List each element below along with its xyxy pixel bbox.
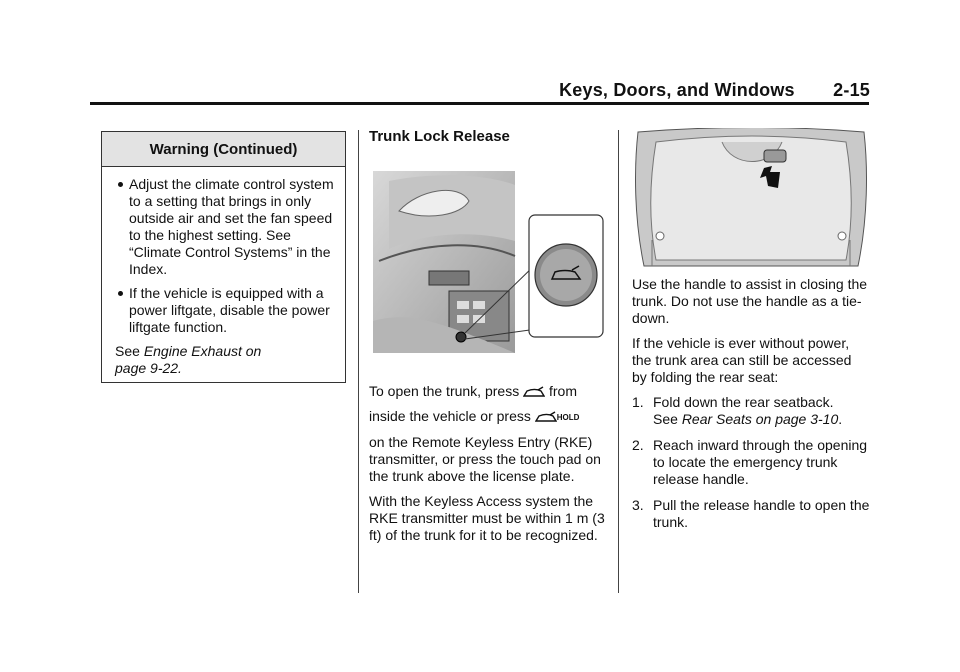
cross-reference-link[interactable]: Engine Exhaust on	[143, 343, 262, 359]
right-column	[632, 128, 870, 540]
trunk-release-hold-icon	[535, 411, 557, 423]
trunk-button-location	[456, 332, 466, 342]
warning-body	[102, 167, 345, 377]
step-number: 3.	[632, 497, 644, 513]
see-prefix: See	[115, 343, 144, 359]
bullet-dot-icon	[118, 291, 123, 296]
page-header	[559, 80, 870, 101]
step-text: Reach inward through the opening to locate the emergency trunk release handle.	[653, 437, 868, 487]
section-title: Trunk Lock Release	[369, 128, 510, 145]
column-divider-left	[358, 130, 359, 593]
step-period: .	[838, 411, 843, 427]
step-number: 2.	[632, 437, 644, 453]
trunk-lid-illustration	[632, 128, 870, 268]
list-item	[632, 437, 870, 488]
step-see-prefix: See	[653, 411, 682, 427]
middle-column	[369, 128, 609, 552]
hold-label: HOLD	[556, 412, 580, 422]
trunk-para-part2: from	[548, 383, 577, 399]
header-rule	[90, 102, 869, 105]
trunk-release-icon	[523, 386, 545, 398]
step-text: Pull the release handle to open the trunk.	[653, 497, 870, 530]
no-power-paragraph: If the vehicle is ever without power, the trunk area can still be accessed by folding the rear seat:	[632, 335, 852, 385]
steps-list	[632, 394, 870, 531]
bullet-dot-icon	[118, 182, 123, 187]
step-number: 1.	[632, 394, 644, 410]
list-item	[632, 497, 870, 531]
trunk-para-part4: on the Remote Keyless Entry (RKE) transmitter, or press the touch pad on the trunk above the license plate.	[369, 433, 601, 484]
keyless-access-paragraph: With the Keyless Access system the RKE transmitter must be within 1 m (3 ft) of the trunk for it to be recognized.	[369, 492, 605, 543]
handle-paragraph: Use the handle to assist in closing the trunk. Do not use the handle as a tie-down.	[632, 276, 868, 326]
warning-bullet-text: Adjust the climate control system to a setting that brings in only outside air and set the fan speed to the highest setting. See “Climate Control Systems” in the Index.	[129, 176, 334, 277]
page-number: 2-15	[833, 80, 870, 100]
cross-reference-link[interactable]: Rear Seats on page 3-10	[681, 411, 839, 427]
trunk-para-part3: inside the vehicle or press	[369, 408, 531, 424]
warning-see-reference	[115, 343, 337, 377]
warning-bullet	[115, 176, 337, 278]
list-item	[632, 394, 870, 428]
chapter-title: Keys, Doors, and Windows	[559, 80, 795, 100]
column-divider-right	[618, 130, 619, 593]
trunk-para-part1: To open the trunk, press	[369, 383, 520, 399]
door-panel-illustration	[369, 171, 609, 361]
warning-bullet-text: If the vehicle is equipped with a power liftgate, disable the power liftgate function.	[129, 285, 330, 335]
warning-bullet	[115, 285, 337, 336]
warning-box	[101, 131, 346, 383]
cross-reference-link-page[interactable]: page 9-22.	[115, 360, 182, 376]
step-text: Fold down the rear seatback.	[653, 394, 834, 410]
warning-title: Warning (Continued)	[102, 132, 345, 167]
